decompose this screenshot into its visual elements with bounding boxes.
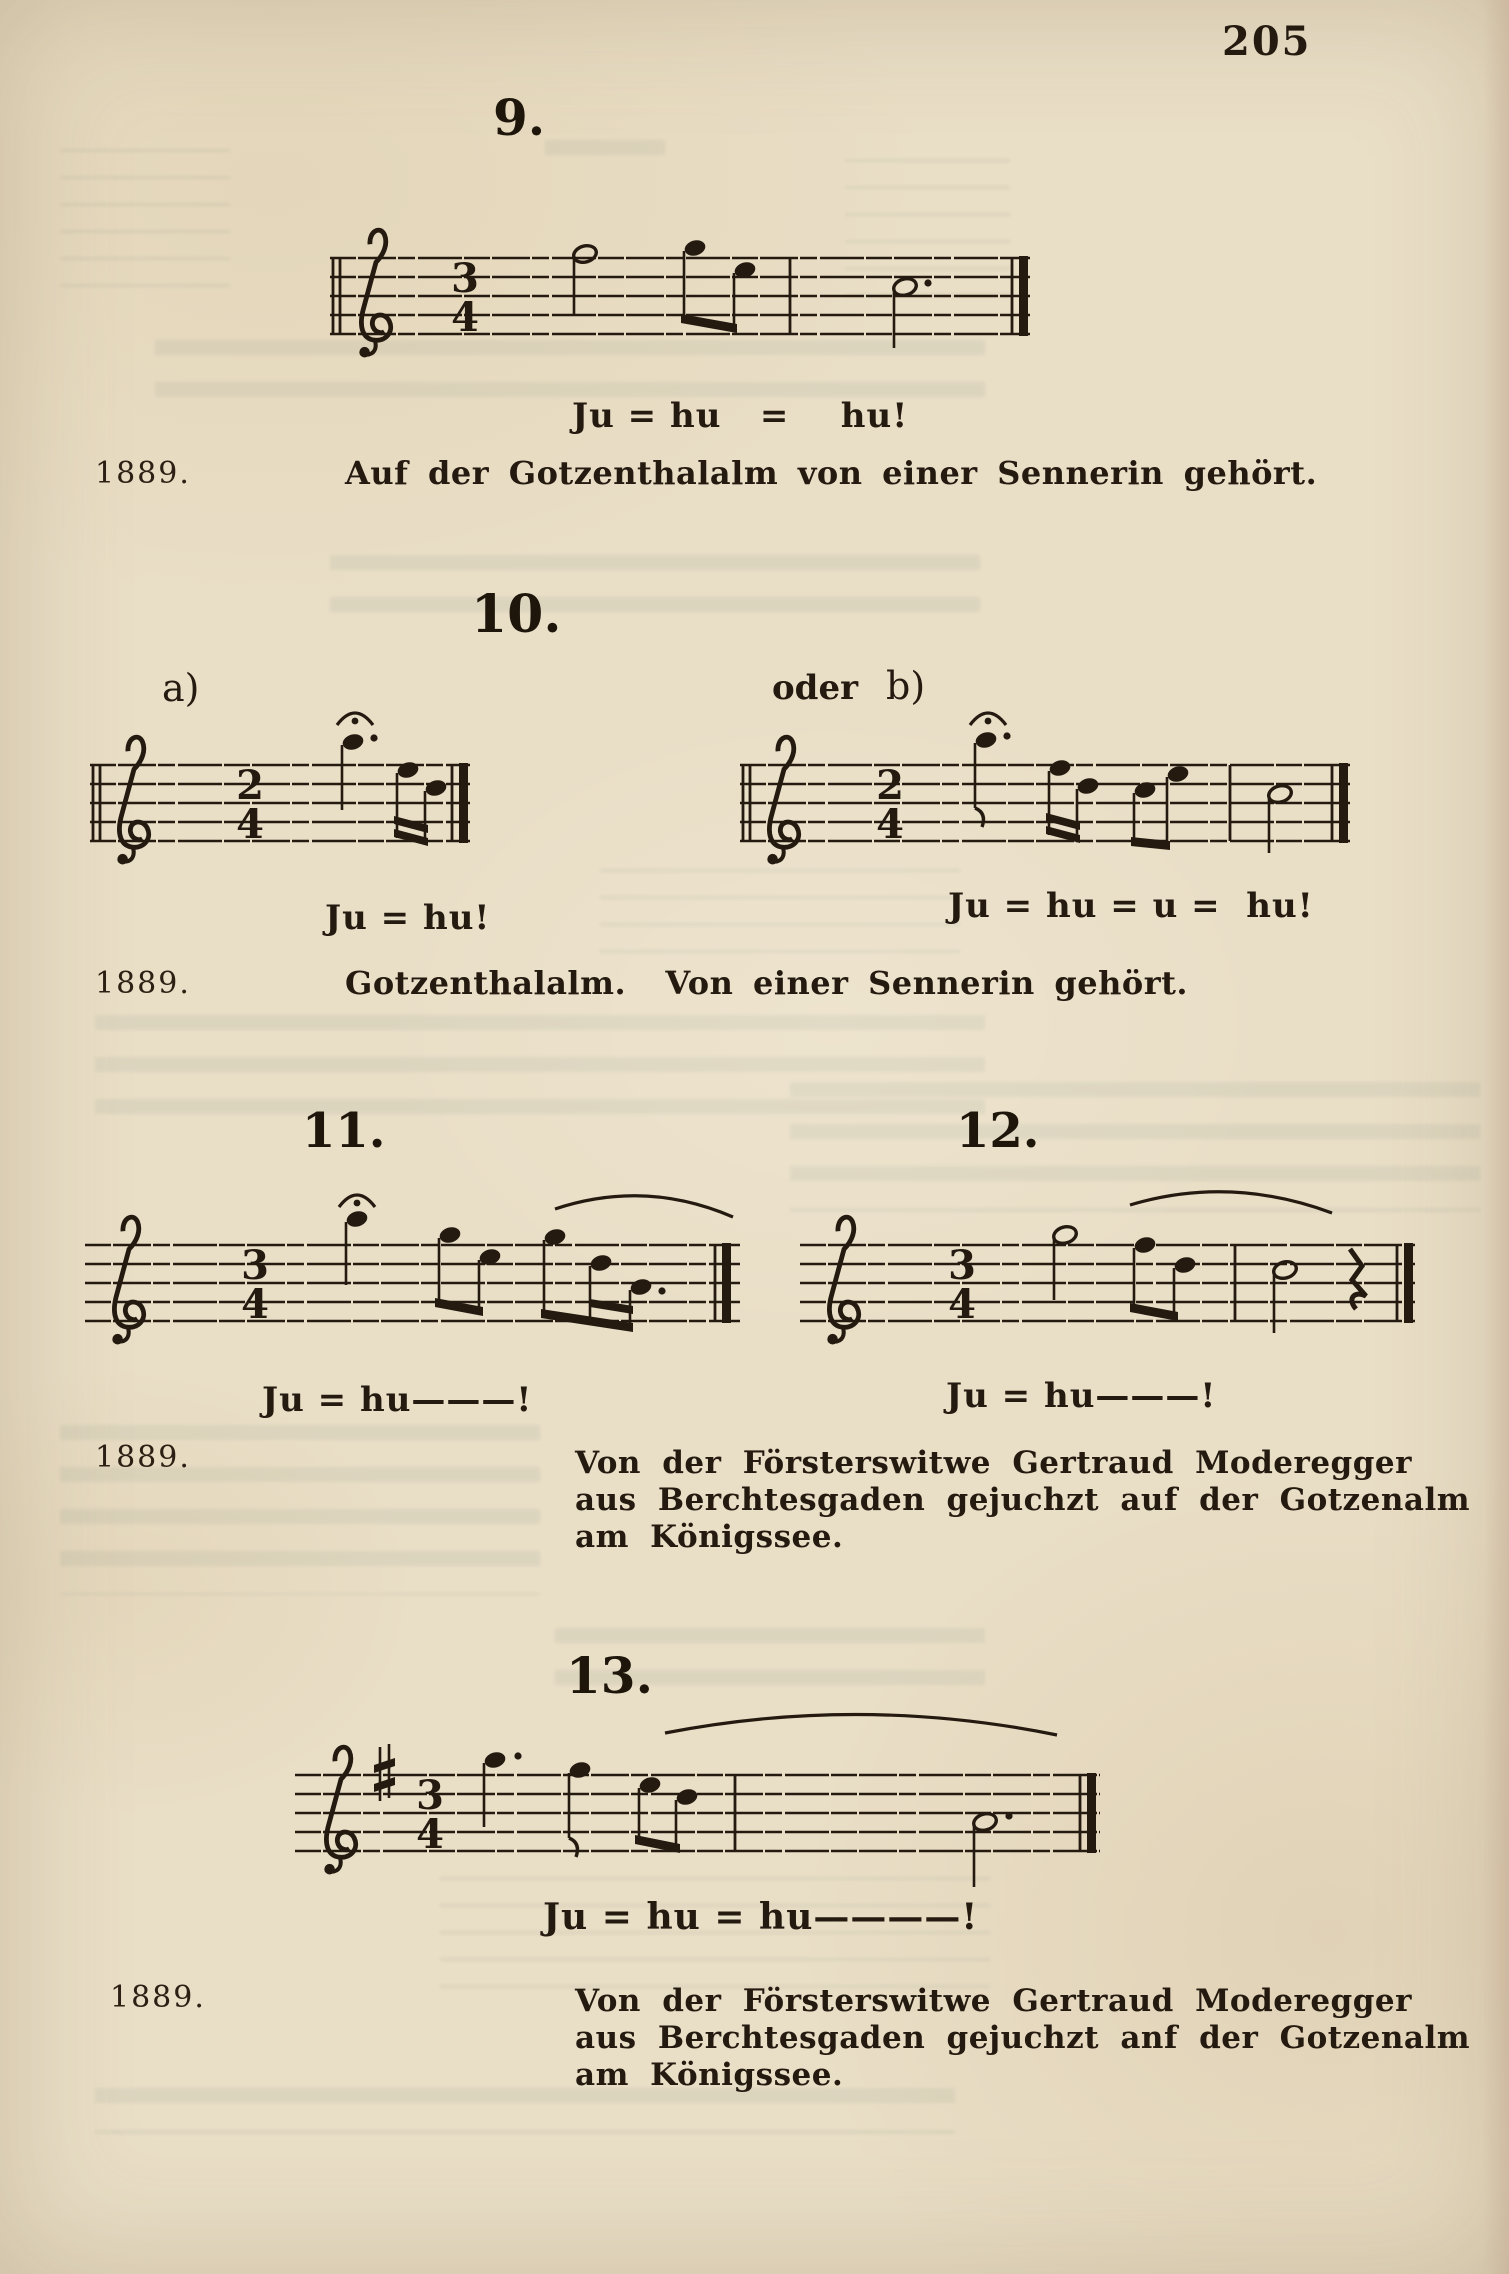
treble-clef-icon: [359, 230, 390, 357]
sharp-key-signature: [374, 1744, 395, 1801]
piece-11-lyrics: Ju = hu———!: [262, 1380, 533, 1420]
beamed-eighth-notes: [681, 238, 757, 333]
bleedthrough-text-3: [330, 555, 980, 617]
svg-text:2: 2: [236, 762, 264, 809]
piece-9-staff: [330, 188, 1045, 403]
variant-a-label: a): [162, 666, 200, 710]
piece-10-year: 1889.: [95, 966, 191, 1001]
oder-label: oder: [772, 668, 858, 708]
svg-text:4: 4: [236, 801, 264, 848]
svg-text:3: 3: [451, 255, 479, 302]
half-note: [572, 243, 599, 316]
piece-10-number: 10.: [471, 584, 562, 645]
dotted-eighth-note: [974, 730, 1011, 827]
piece-13-caption-line-1: Von der Försterswitwe Gertraud Moderegger: [575, 1983, 1412, 2019]
time-signature: [948, 1242, 976, 1328]
time-signature: [241, 1242, 269, 1328]
svg-text:3: 3: [948, 1242, 976, 1289]
treble-clef-icon: [827, 1217, 858, 1344]
piece-9-caption: Auf der Gotzenthalalm von einer Sennerin gehört.: [345, 454, 1318, 492]
piece-11-number: 11.: [302, 1103, 386, 1159]
half-note: [1052, 1224, 1079, 1300]
time-signature: [876, 762, 904, 848]
staff-lines: [800, 1245, 1415, 1321]
piece-10a-staff: [90, 695, 480, 930]
beamed-eighth-notes: [1131, 764, 1190, 850]
page-edge-shading: [1483, 0, 1509, 2274]
bleedthrough-staff-top-left: [60, 140, 230, 310]
piece-9-number: 9.: [493, 88, 546, 147]
quarter-note: [345, 1209, 369, 1285]
piece-11-12-caption-line-2: aus Berchtesgaden gejuchzt auf der Gotzenalm: [575, 1482, 1471, 1518]
svg-text:4: 4: [948, 1281, 976, 1328]
dotted-quarter-note: [341, 732, 378, 810]
fermata-icon: [970, 713, 1006, 725]
svg-text:4: 4: [416, 1811, 444, 1858]
half-note: [1267, 783, 1294, 853]
bleedthrough-text-8: [95, 2088, 955, 2134]
bleedthrough-text-4: [95, 1015, 985, 1120]
piece-10-caption: Gotzenthalalm. Von einer Sennerin gehört.: [345, 964, 1189, 1002]
svg-text:3: 3: [416, 1772, 444, 1819]
svg-text:3: 3: [241, 1242, 269, 1289]
treble-clef-icon: [767, 737, 798, 864]
piece-13-year: 1889.: [110, 1980, 206, 2015]
piece-10a-lyrics: Ju = hu!: [325, 898, 491, 938]
svg-text:4: 4: [241, 1281, 269, 1328]
piece-13-lyrics: Ju = hu = hu————!: [543, 1896, 979, 1938]
slur: [665, 1714, 1057, 1735]
dotted-half-note: [892, 276, 932, 348]
piece-12-lyrics: Ju = hu———!: [946, 1376, 1217, 1416]
piece-11-staff: [85, 1175, 745, 1410]
time-signature: [416, 1772, 444, 1858]
variant-b-label: b): [886, 664, 926, 708]
piece-12-number: 12.: [956, 1103, 1040, 1159]
treble-clef-icon: [112, 1217, 143, 1344]
piece-9-lyrics: Ju = hu = hu!: [572, 396, 909, 436]
piece-11-12-caption-line-3: am Königssee.: [575, 1519, 844, 1555]
fermata-icon: [339, 1195, 375, 1207]
svg-text:2: 2: [876, 762, 904, 809]
piece-12-staff: [800, 1175, 1420, 1410]
svg-text:4: 4: [876, 801, 904, 848]
beamed-group-with-dotted-note: [541, 1227, 666, 1332]
svg-text:4: 4: [451, 294, 479, 341]
dotted-half-note: [972, 1811, 1013, 1887]
dotted-quarter-note: [483, 1750, 522, 1827]
treble-clef-icon: [324, 1747, 355, 1874]
staff-lines: [330, 258, 1030, 334]
fermata-icon: [337, 713, 373, 725]
slur: [1130, 1192, 1332, 1213]
quarter-rest: [1350, 1249, 1366, 1309]
piece-13-caption-line-2: aus Berchtesgaden gejuchzt anf der Gotzenalm: [575, 2020, 1471, 2056]
bleedthrough-text-1: [545, 140, 665, 174]
page-number: 205: [1222, 18, 1312, 65]
time-signature: [451, 255, 479, 341]
treble-clef-icon: [117, 737, 148, 864]
beamed-sixteenth-notes: [1046, 758, 1100, 843]
piece-13-number: 13.: [566, 1646, 653, 1705]
slur: [555, 1196, 733, 1217]
staff-lines: [740, 765, 1350, 841]
piece-11-12-caption-line-1: Von der Försterswitwe Gertraud Moderegger: [575, 1445, 1412, 1481]
piece-10b-lyrics: Ju = hu = u = hu!: [948, 886, 1314, 926]
piece-13-caption-line-3: am Königssee.: [575, 2057, 844, 2093]
beamed-eighth-notes: [1130, 1235, 1197, 1321]
time-signature: [236, 762, 264, 848]
piece-9-year: 1889.: [95, 456, 191, 491]
piece-11-12-year: 1889.: [95, 1440, 191, 1475]
